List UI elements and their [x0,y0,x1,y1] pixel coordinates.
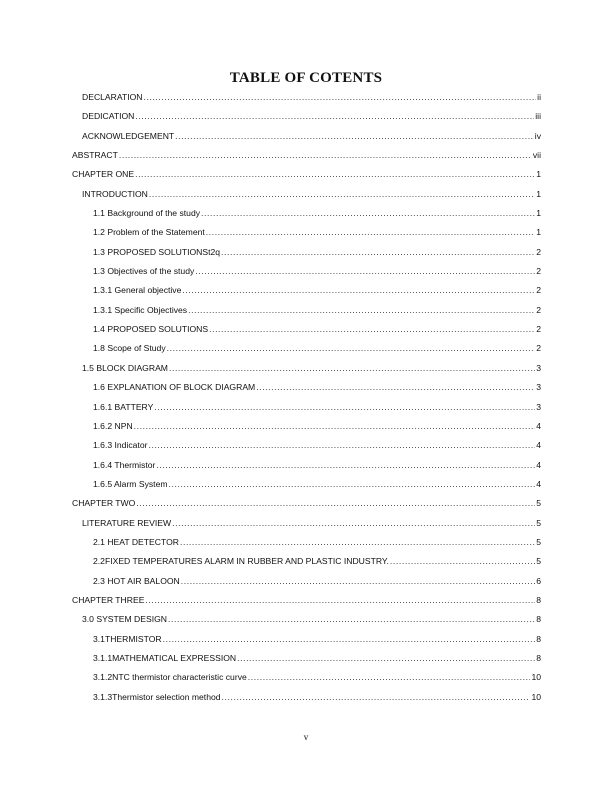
toc-page-number: 3 [536,401,541,412]
toc-dot-leader [167,339,536,358]
toc-entry-label[interactable]: 1.8 Scope of Study [93,343,166,354]
toc-entry-label[interactable]: 1.6.1 BATTERY [93,401,154,412]
toc-page-number: 5 [536,536,541,547]
toc-entry-mathematical-expression[interactable] [0,649,612,668]
toc-dot-leader [119,146,532,165]
toc-entry-label[interactable]: 1.3.1 Specific Objectives [93,304,188,315]
toc-entry-label[interactable]: ABSTRACT [72,150,118,161]
toc-entry-label[interactable]: 2.2FIXED TEMPERATURES ALARM IN RUBBER AND PLASTIC INDUSTRY. [93,556,389,567]
toc-dot-leader [209,320,535,339]
toc-entry-label[interactable]: 1.1 Background of the study [93,208,201,219]
toc-dot-leader [156,456,535,475]
toc-entry-label[interactable]: 1.6.3 Indicator [93,440,148,451]
toc-page-number: 1 [536,169,541,180]
toc-entry-hot-air-baloon[interactable] [0,572,612,591]
toc-dot-leader [149,185,535,204]
page-title: TABLE OF COTENTS [229,70,383,86]
toc-entry-label[interactable]: CHAPTER THREE [72,594,145,605]
toc-dot-leader [163,630,536,649]
toc-entry-label[interactable]: 2.3 HOT AIR BALOON [93,575,180,586]
toc-dot-leader [221,243,535,262]
toc-entry-literature-review[interactable] [0,514,612,533]
toc-page-number: 4 [536,478,541,489]
toc-entry-label[interactable]: LITERATURE REVIEW [82,517,172,528]
toc-page-number: 2 [536,266,541,277]
toc-dot-leader [256,378,535,397]
toc-page-number: 1 [536,227,541,238]
toc-entry-label[interactable]: 1.3 PROPOSED SOLUTIONSt2q [93,246,221,257]
toc-page-number: 10 [531,672,541,683]
toc-entry-background[interactable] [0,204,612,223]
toc-dot-leader [195,262,535,281]
toc-entry-thermistor-selection[interactable] [0,688,612,707]
toc-page-number: 4 [536,459,541,470]
toc-page-number: 5 [536,556,541,567]
toc-dot-leader [181,572,535,591]
toc-entry-declaration[interactable] [0,88,612,107]
toc-entry-alarm-system[interactable] [0,475,612,494]
table-of-contents [0,88,612,707]
toc-dot-leader [135,107,534,126]
toc-dot-leader [136,494,535,513]
toc-entry-chapter-two[interactable] [0,494,612,513]
toc-dot-leader [188,301,535,320]
toc-entry-label[interactable]: CHAPTER ONE [72,169,135,180]
toc-entry-ntc-curve[interactable] [0,668,612,687]
toc-dot-leader [143,88,536,107]
toc-page-number: 4 [536,420,541,431]
toc-entry-label[interactable]: 1.6.5 Alarm System [93,478,168,489]
toc-page-number: 5 [536,517,541,528]
toc-page-number: 2 [536,246,541,257]
toc-page-number: 1 [536,208,541,219]
toc-page-number: iii [535,111,541,122]
toc-page-number: iv [534,130,541,141]
toc-entry-fixed-temperatures-alarm[interactable] [0,552,612,571]
toc-dot-leader [248,668,531,687]
toc-entry-system-design[interactable] [0,610,612,629]
toc-entry-thermistor-section[interactable] [0,630,612,649]
toc-dot-leader [201,204,535,223]
toc-entry-label[interactable]: 3.1.1MATHEMATICAL EXPRESSION [93,652,237,663]
toc-entry-battery[interactable] [0,398,612,417]
toc-dot-leader [180,533,535,552]
toc-entry-label[interactable]: ACKNOWLEDGEMENT [82,130,175,141]
toc-dot-leader [134,417,536,436]
toc-entry-acknowledgement[interactable] [0,127,612,146]
toc-page-number: 2 [536,343,541,354]
toc-entry-label[interactable]: 1.6 EXPLANATION OF BLOCK DIAGRAM [93,382,256,393]
toc-entry-label[interactable]: 1.3.1 General objective [93,285,182,296]
toc-dot-leader [206,223,535,242]
toc-page-number: 8 [536,652,541,663]
toc-entry-specific-objectives[interactable] [0,301,612,320]
toc-entry-chapter-three[interactable] [0,591,612,610]
toc-entry-label[interactable]: 3.1.2NTC thermistor characteristic curve [93,672,247,683]
toc-entry-objectives[interactable] [0,262,612,281]
toc-entry-abstract[interactable] [0,146,612,165]
toc-dot-leader [222,688,531,707]
toc-dot-leader [182,281,535,300]
toc-entry-label[interactable]: 2.1 HEAT DETECTOR [93,536,179,547]
toc-entry-indicator[interactable] [0,436,612,455]
toc-dot-leader [390,552,535,571]
toc-entry-label[interactable]: 1.6.4 Thermistor [93,459,156,470]
toc-dot-leader [169,475,536,494]
toc-entry-problem-statement[interactable] [0,223,612,242]
toc-page-number: 1 [536,188,541,199]
toc-page-number: 2 [536,285,541,296]
toc-entry-block-diagram[interactable] [0,359,612,378]
toc-page-number: 10 [531,691,541,702]
toc-dot-leader [135,165,535,184]
toc-entry-proposed-solutions-st2q[interactable] [0,243,612,262]
toc-entry-label[interactable]: DEDICATION [82,111,135,122]
toc-entry-general-objective[interactable] [0,281,612,300]
toc-page-number: 2 [536,304,541,315]
toc-entry-thermistor[interactable] [0,456,612,475]
toc-page-number: 8 [536,614,541,625]
toc-entry-npn[interactable] [0,417,612,436]
toc-page-number: vii [532,150,541,161]
toc-page-number: 3 [536,382,541,393]
toc-dot-leader [168,610,535,629]
toc-dot-leader [175,127,534,146]
toc-entry-chapter-one[interactable] [0,165,612,184]
toc-entry-heat-detector[interactable] [0,533,612,552]
toc-dot-leader [154,398,535,417]
toc-entry-label[interactable]: 3.1THERMISTOR [93,633,162,644]
toc-page-number: 3 [536,362,541,373]
toc-entry-label[interactable]: 3.1.3Thermistor selection method [93,691,221,702]
toc-page-number: 5 [536,498,541,509]
toc-entry-scope-of-study[interactable] [0,339,612,358]
toc-entry-explanation-block-diagram[interactable] [0,378,612,397]
toc-entry-label[interactable]: 1.3 Objectives of the study [93,266,195,277]
toc-entry-label[interactable]: INTRODUCTION [82,188,148,199]
toc-entry-label[interactable]: 3.0 SYSTEM DESIGN [82,614,168,625]
toc-page-number: 8 [536,594,541,605]
toc-dot-leader [172,514,535,533]
toc-entry-label[interactable]: 1.5 BLOCK DIAGRAM [82,362,168,373]
page-number-footer: v [303,732,309,742]
toc-entry-proposed-solutions[interactable] [0,320,612,339]
toc-page-number: ii [537,92,541,102]
toc-dot-leader [148,436,535,455]
toc-entry-dedication[interactable] [0,107,612,126]
toc-dot-leader [169,359,535,378]
toc-page-number: 6 [536,575,541,586]
toc-entry-label[interactable]: 1.2 Problem of the Statement [93,227,205,238]
toc-entry-label[interactable]: CHAPTER TWO [72,498,136,509]
toc-entry-label[interactable]: 1.4 PROPOSED SOLUTIONS [93,324,209,335]
toc-page-number: 8 [536,633,541,644]
toc-page-number: 2 [536,324,541,335]
toc-page-number: 4 [536,440,541,451]
toc-dot-leader [145,591,535,610]
toc-entry-label[interactable]: DECLARATION [82,92,143,102]
toc-entry-label[interactable]: 1.6.2 NPN [93,420,133,431]
toc-dot-leader [237,649,535,668]
toc-entry-introduction[interactable] [0,185,612,204]
